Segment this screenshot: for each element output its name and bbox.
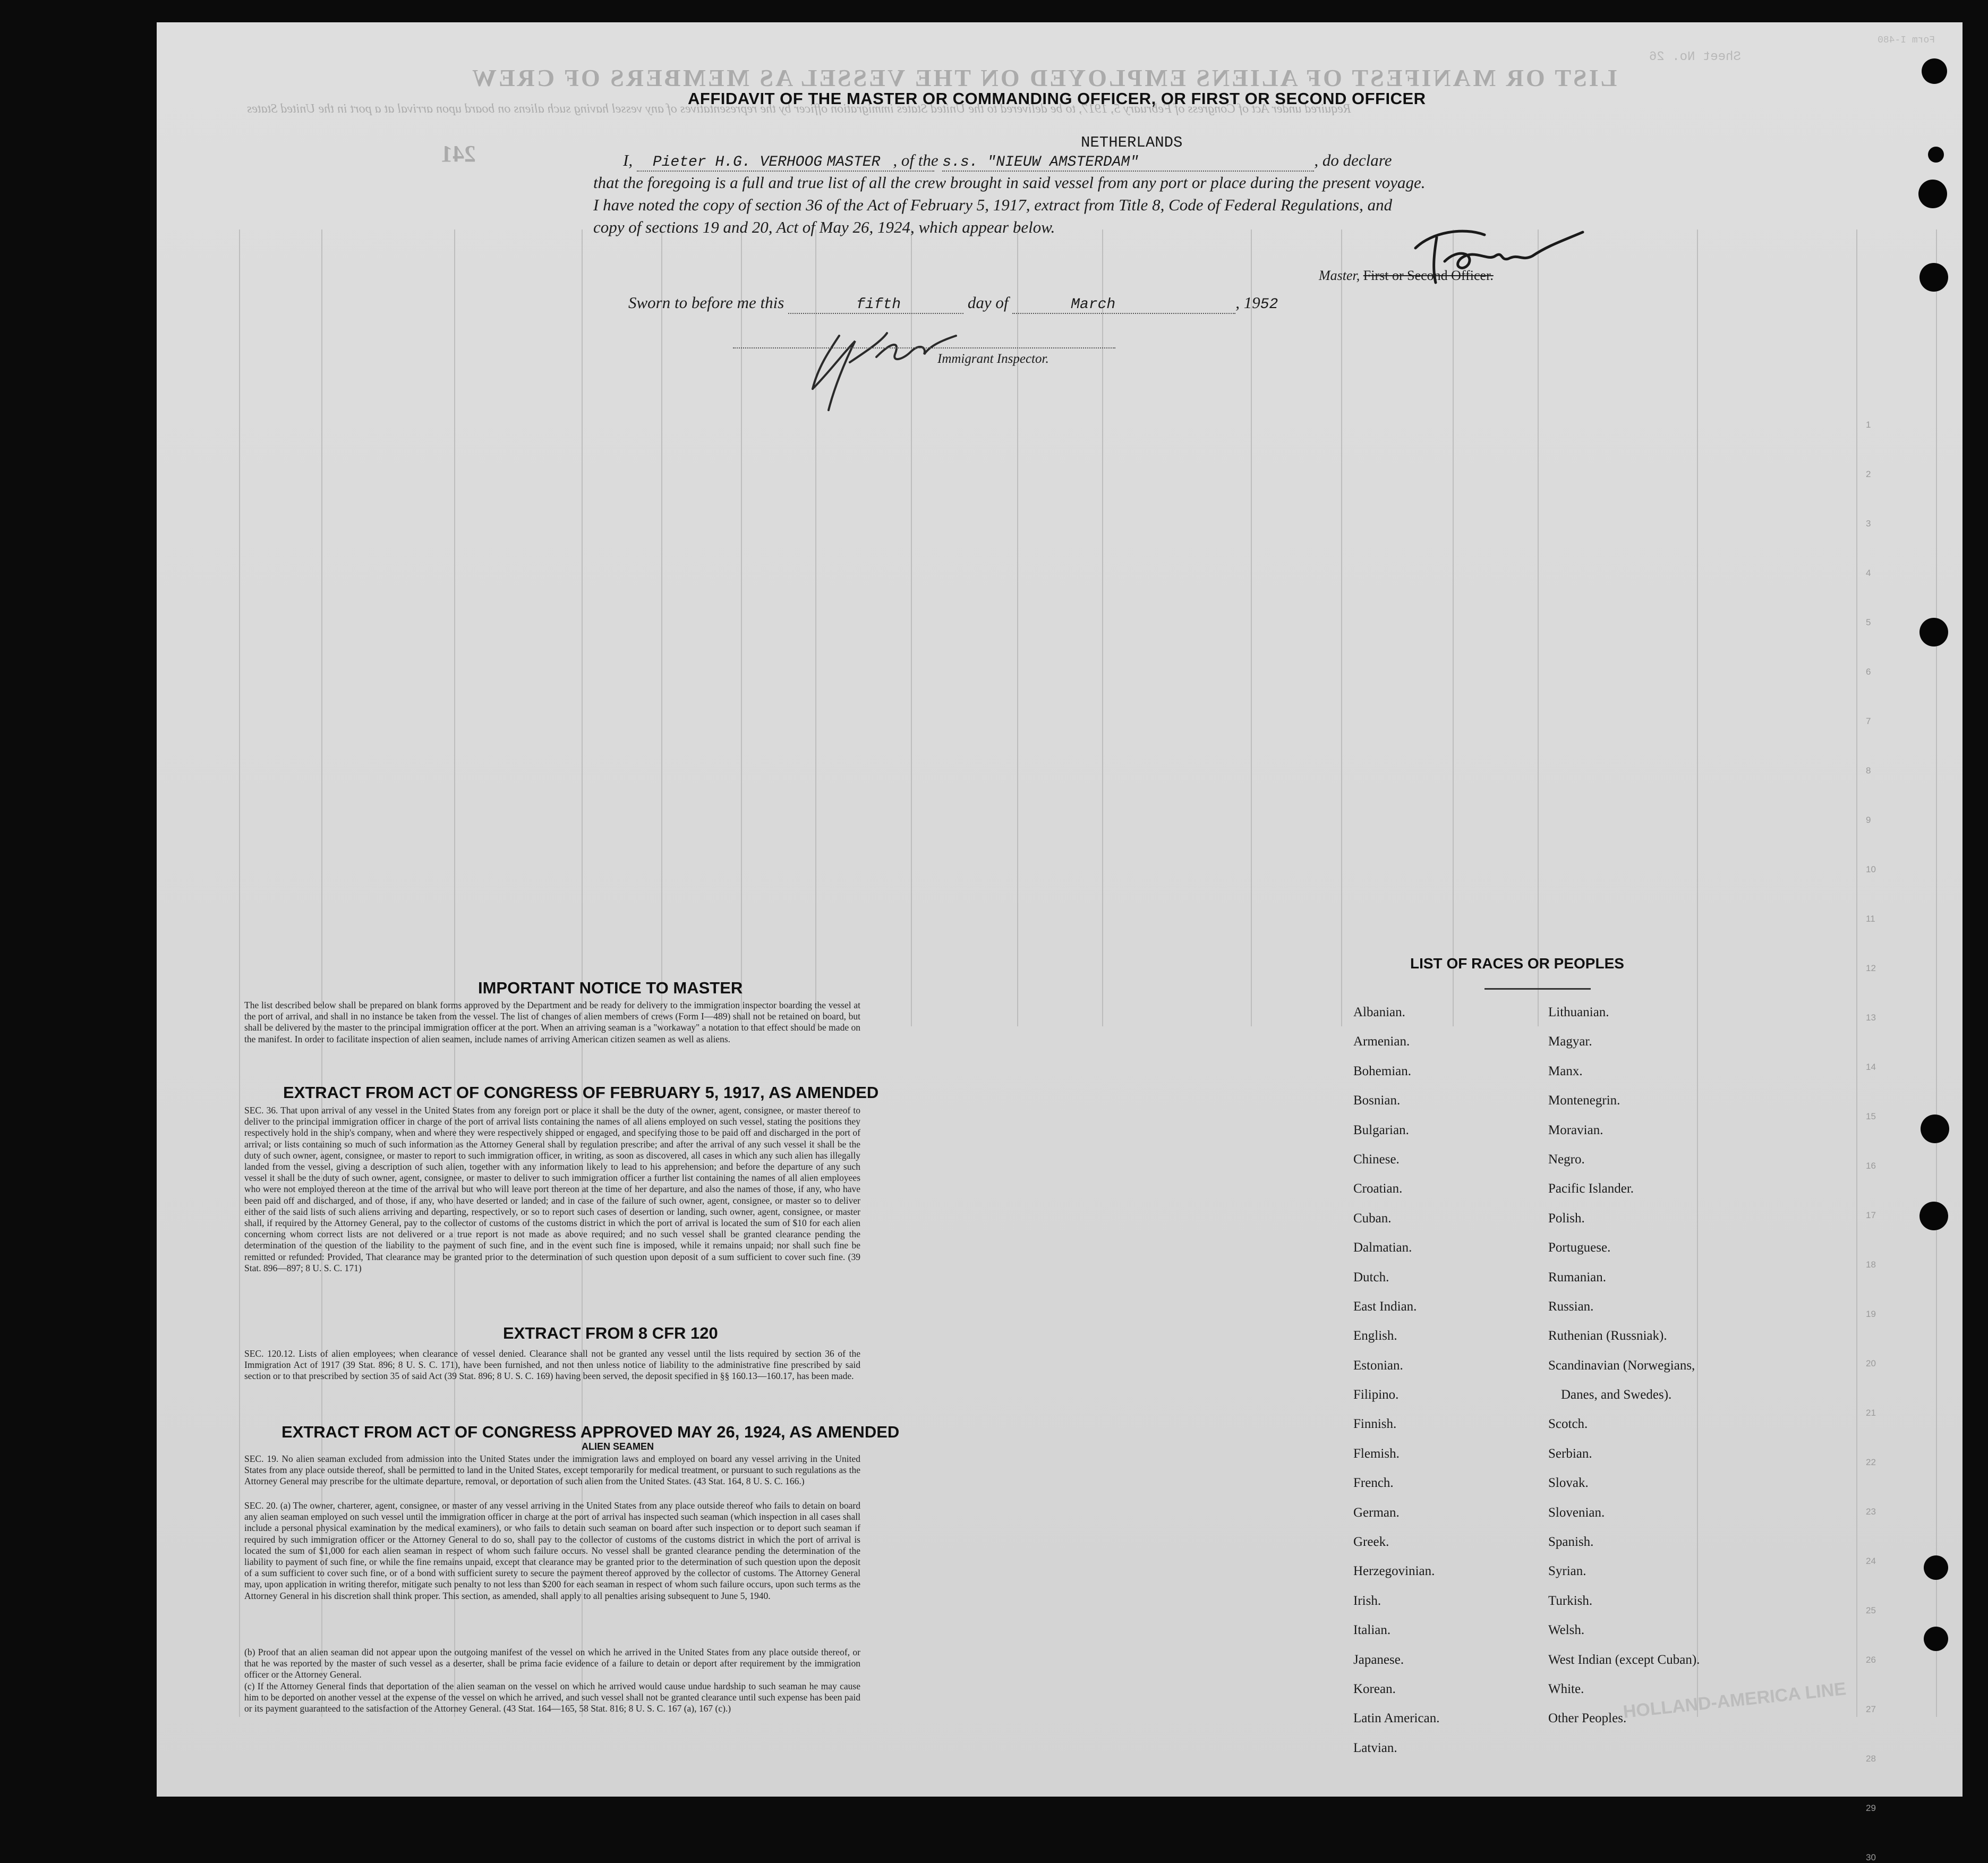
row-number: 30 bbox=[1866, 1852, 1876, 1862]
row-number: 26 bbox=[1866, 1655, 1876, 1665]
sec20c-body: (c) If the Attorney General finds that deportation of the alien seaman on the vessel on which he arrived would cause undue hardship to such seaman he may cause him to be deported on another vessel at the expense of the vessel on which he arrived, and such vessel shall not be granted clearance until such expense has been paid or its payment guaranteed to the satisfaction of the Attorney General. (43 Stat. 164—165, 58 Stat. 816; 8 U. S. C. 167 (a), 167 (c).) bbox=[244, 1681, 860, 1714]
race-item: Rumanian. bbox=[1548, 1270, 1607, 1284]
row-number: 5 bbox=[1866, 617, 1871, 627]
ghost-subtitle: Required under Act of Congress of February 5, 1917, to be delivered to the United States immigration officer by the representatives of any vessel having such aliens on board upon arrival at a port in the United States bbox=[247, 102, 1351, 116]
race-item: Montenegrin. bbox=[1548, 1093, 1620, 1108]
race-item: Portuguese. bbox=[1548, 1240, 1611, 1255]
race-item: Scotch. bbox=[1548, 1417, 1588, 1432]
punch-hole bbox=[1924, 1555, 1948, 1580]
row-number: 17 bbox=[1866, 1210, 1876, 1220]
races-title: LIST OF RACES OR PEOPLES bbox=[1410, 955, 1624, 972]
row-number: 14 bbox=[1866, 1062, 1876, 1072]
sworn-day: fifth bbox=[788, 296, 963, 314]
race-item: Negro. bbox=[1548, 1152, 1585, 1167]
race-item: Moravian. bbox=[1548, 1122, 1603, 1137]
of-the-label: , of the bbox=[893, 151, 938, 169]
row-number: 13 bbox=[1866, 1013, 1876, 1023]
race-item: Pacific Islander. bbox=[1548, 1181, 1634, 1196]
row-number: 27 bbox=[1866, 1704, 1876, 1714]
race-item: Russian. bbox=[1548, 1299, 1594, 1314]
race-item: Syrian. bbox=[1548, 1564, 1586, 1579]
row-number: 15 bbox=[1866, 1111, 1876, 1121]
row-number: 12 bbox=[1866, 963, 1876, 973]
punch-hole bbox=[1928, 147, 1944, 163]
extract-1917-title: EXTRACT FROM ACT OF CONGRESS OF FEBRUARY 5, 1917, AS AMENDED bbox=[283, 1083, 879, 1102]
punch-hole bbox=[1922, 58, 1947, 84]
sworn-month: March bbox=[1012, 296, 1235, 314]
race-item: Bosnian. bbox=[1353, 1093, 1401, 1108]
race-item: Cuban. bbox=[1353, 1211, 1392, 1226]
race-item: Slovenian. bbox=[1548, 1505, 1605, 1520]
ghost-number: 241 bbox=[441, 141, 476, 167]
day-of-label: day of bbox=[967, 293, 1009, 312]
sec20b-body: (b) Proof that an alien seaman did not appear upon the outgoing manifest of the vessel on which he arrived in the United States from any place outside thereof, or that he was reported by the master of such vessel as a deserter, shall be prima facie evidence of a failure to detain or deport after requirement by the immigration officer or the Attorney General. bbox=[244, 1647, 860, 1680]
sec19-body: SEC. 19. No alien seaman excluded from admission into the United States under the immigration laws and employed on board any vessel arriving in the United States from any place outside thereof, shall be permitted to land in the United States, except temporarily for medical treatment, or pursuant to such regulations as the Attorney General may prescribe for the ultimate departure, removal, or deportation of such alien from the United States. (43 Stat. 164, 8 U. S. C. 166.) bbox=[244, 1453, 860, 1487]
sec20a-body: SEC. 20. (a) The owner, charterer, agent, consignee, or master of any vessel arriving in the United States from any place outside thereof who fails to detain on board any alien seaman employed on such vessel until the immigration officer in charge at the port of arrival has inspected such seaman (which inspection in all cases shall include a personal physical examination by the medical examiners), or who fails to detain such seaman on board after such inspection or to deport such seaman if required by such immigration officer or the Attorney General to do so, shall pay to the collector of customs of the customs district in which the port of arrival is located the sum of $1,000 for each alien seaman in respect of whom such failure occurs. No vessel shall be granted clearance pending the determination of the liability to payment of such fine, or while the fine remains unpaid, except that clearance may be granted prior to the determination of such question upon the deposit of a sum sufficient to cover such fine, or of a bond with sufficient surety to secure the payment thereof approved by the collector of customs. The Attorney General may, upon application in writing therefor, mitigate such penalty to not less than $200 for each seaman in respect of whom such failure occurs, upon such terms as the Attorney General in his discretion shall think proper. This section, as amended, shall apply to all penalties arising subsequent to June 5, 1940. bbox=[244, 1500, 860, 1601]
race-item: White. bbox=[1548, 1681, 1584, 1696]
notice-body: The list described below shall be prepared on blank forms approved by the Department and be ready for delivery to the immigration inspector boarding the vessel at the port of arrival, and shall in no instance be taken from the vessel. The list of changes of alien members of crews (Form I—489) shall not be retained on board, but shall be delivered by the master to the principal immigration officer at the port. When an arriving seaman is a "workaway" a notation to that effect should be made on the manifest. In order to facilitate inspection of alien seamen, include names of arriving American citizen seamen as well as aliens. bbox=[244, 1000, 860, 1044]
punch-hole bbox=[1919, 618, 1948, 646]
row-number: 29 bbox=[1866, 1803, 1876, 1813]
race-item: Croatian. bbox=[1353, 1181, 1403, 1196]
declaration-line-4: copy of sections 19 and 20, Act of May 26, 1924, which appear below. bbox=[593, 218, 1055, 236]
race-item: French. bbox=[1353, 1476, 1394, 1491]
race-item: Slovak. bbox=[1548, 1476, 1589, 1491]
row-number: 18 bbox=[1866, 1260, 1876, 1270]
race-item: Danes, and Swedes). bbox=[1561, 1388, 1672, 1402]
race-item: Greek. bbox=[1353, 1535, 1389, 1550]
row-number: 21 bbox=[1866, 1408, 1876, 1418]
row-number: 16 bbox=[1866, 1161, 1876, 1171]
race-item: East Indian. bbox=[1353, 1299, 1417, 1314]
race-item: Herzegovinian. bbox=[1353, 1564, 1435, 1579]
inspector-label: Immigrant Inspector. bbox=[937, 352, 1049, 366]
race-item: Irish. bbox=[1353, 1593, 1381, 1608]
race-item: Latvian. bbox=[1353, 1740, 1397, 1755]
affidavit-title: AFFIDAVIT OF THE MASTER OR COMMANDING OFFICER, OR FIRST OR SECOND OFFICER bbox=[688, 89, 1426, 108]
row-number: 11 bbox=[1866, 914, 1875, 924]
race-item: Manx. bbox=[1548, 1064, 1583, 1078]
master-line bbox=[1319, 268, 1494, 284]
race-item: Spanish. bbox=[1548, 1535, 1594, 1550]
officer-name: Pieter H.G. VERHOOG bbox=[637, 154, 934, 172]
punch-hole bbox=[1924, 1627, 1948, 1651]
race-item: Ruthenian (Russniak). bbox=[1548, 1329, 1667, 1343]
race-item: West Indian (except Cuban). bbox=[1548, 1652, 1700, 1667]
row-number: 2 bbox=[1866, 469, 1871, 479]
race-item: Korean. bbox=[1353, 1681, 1396, 1696]
race-item: Bulgarian. bbox=[1353, 1122, 1409, 1137]
race-item: German. bbox=[1353, 1505, 1400, 1520]
race-item: Dutch. bbox=[1353, 1270, 1389, 1284]
ghost-form-number: Form I-480 bbox=[1878, 35, 1935, 46]
punch-hole bbox=[1919, 1202, 1948, 1230]
rank: MASTER bbox=[826, 154, 881, 171]
company-stamp: HOLLAND-AMERICA LINE bbox=[1622, 1679, 1847, 1722]
punch-hole bbox=[1921, 1115, 1949, 1143]
vessel-name: s.s. "NIEUW AMSTERDAM" bbox=[942, 154, 1314, 172]
races-column-1 bbox=[1353, 1005, 1439, 1770]
race-item: Scandinavian (Norwegians, bbox=[1548, 1358, 1695, 1373]
sworn-label: Sworn to before me this bbox=[628, 293, 784, 312]
row-number: 10 bbox=[1866, 864, 1876, 874]
race-item: Albanian. bbox=[1353, 1005, 1405, 1019]
race-item: Italian. bbox=[1353, 1623, 1391, 1638]
row-number: 8 bbox=[1866, 765, 1871, 776]
row-number: 20 bbox=[1866, 1358, 1876, 1368]
race-item: Finnish. bbox=[1353, 1417, 1397, 1432]
row-number: 22 bbox=[1866, 1457, 1876, 1467]
row-number: 19 bbox=[1866, 1309, 1876, 1319]
master-label: Master, bbox=[1319, 268, 1360, 283]
row-number: 23 bbox=[1866, 1507, 1876, 1517]
race-item: Chinese. bbox=[1353, 1152, 1400, 1167]
row-number: 28 bbox=[1866, 1754, 1876, 1764]
race-item: Welsh. bbox=[1548, 1623, 1585, 1638]
punch-hole bbox=[1919, 263, 1948, 292]
race-item: Estonian. bbox=[1353, 1358, 1403, 1373]
race-item: Armenian. bbox=[1353, 1034, 1410, 1049]
extract-1917-body: SEC. 36. That upon arrival of any vessel in the United States from any foreign port or place it shall be the duty of the owner, agent, consignee, or master thereof to deliver to the principal immigration officer in charge of the port of arrival lists containing the names of all aliens employed on such vessel, stating the positions they respectively hold in the ship's company, when and where they were respectively shipped or engaged, and specifying those to be paid off and discharged in the port of arrival; or lists containing so much of such information as the Attorney General shall by regulation prescribe; and after the arrival of any such vessel it shall be the duty of such owner, agent, consignee, or master to report to such immigration officer, in writing, as soon as discovered, all cases in which any such alien has illegally landed from the vessel, giving a description of such alien, together with any information likely to lead to his apprehension; and before the departure of any such vessel it shall be the duty of such owner, agent, consignee, or master to deliver to such immigration officer a further list containing the names of all alien employees who were not employed thereon at the time of the arrival but who will leave port thereon at the time of her departure, and also the names of those, if any, who have been paid off and discharged, and of those, if any, who have deserted or landed; and in case of the failure of such owner, agent, consignee, or master so to deliver either of the said lists of such aliens arriving and departing, respectively, or so to report such cases of desertion or landing, such owner, agent, consignee, or master shall, if required by the Attorney General, pay to the collector of customs of the customs district in which the port of arrival is located the sum of $10 for each alien concerning whom correct lists are not delivered or a true report is not made as above required; and no such vessel shall be granted clearance pending the determination of the question of the liability to the payment of such fine, and in the event such fine is imposed, while it remains unpaid; nor shall such fine be remitted or refunded: Provided, That clearance may be granted prior to the determination of such question upon deposit of a sum sufficient to cover such fine. (39 Stat. 896—897; 8 U. S. C. 171) bbox=[244, 1105, 860, 1273]
race-item: Lithuanian. bbox=[1548, 1005, 1609, 1019]
race-item: English. bbox=[1353, 1329, 1397, 1343]
row-number: 6 bbox=[1866, 667, 1871, 677]
row-number: 4 bbox=[1866, 568, 1871, 578]
race-item: Bohemian. bbox=[1353, 1064, 1412, 1078]
row-number: 24 bbox=[1866, 1556, 1876, 1566]
ghost-title: LIST OR MANIFEST OF ALIENS EMPLOYED ON THE VESSEL AS MEMBERS OF CREW bbox=[470, 64, 1617, 91]
ghost-sheet-number: Sheet No. 26 bbox=[1649, 50, 1741, 64]
manifest-sheet bbox=[157, 22, 1963, 1862]
extract-cfr-body: SEC. 120.12. Lists of alien employees; when clearance of vessel denied. Clearance shall not be granted any vessel until the lists required by section 36 of the Immigration Act of 1917 (39 Stat. 896; 8 U. S. C. 171), have been furnished, and not then unless notice of liability to the administrative fine prescribed by said section or to that prescribed by section 35 of said Act (39 Stat. 896; 8 U. S. C. 169) having been served, the deposit specified in §§ 160.13—160.17, has been made. bbox=[244, 1348, 860, 1382]
race-item: Serbian. bbox=[1548, 1446, 1592, 1461]
declaration-line-3: I have noted the copy of section 36 of the Act of February 5, 1917, extract from Title 8, Code of Federal Regulations, and bbox=[593, 195, 1393, 214]
i-label: I, bbox=[623, 151, 633, 169]
row-number: 9 bbox=[1866, 815, 1871, 825]
race-item: Flemish. bbox=[1353, 1446, 1400, 1461]
country: NETHERLANDS bbox=[1081, 134, 1183, 151]
race-item: Japanese. bbox=[1353, 1652, 1404, 1667]
extract-cfr-title: EXTRACT FROM 8 CFR 120 bbox=[503, 1324, 718, 1342]
declaration-line-1 bbox=[623, 151, 1392, 172]
race-item: Filipino. bbox=[1353, 1388, 1399, 1402]
row-number: 25 bbox=[1866, 1605, 1876, 1615]
punch-hole bbox=[1918, 180, 1947, 208]
sworn-year: 52 bbox=[1260, 296, 1278, 313]
notice-title: IMPORTANT NOTICE TO MASTER bbox=[478, 979, 743, 997]
extract-1924-title: EXTRACT FROM ACT OF CONGRESS APPROVED MAY 26, 1924, AS AMENDED bbox=[281, 1423, 900, 1441]
race-item: Turkish. bbox=[1548, 1593, 1593, 1608]
row-number: 7 bbox=[1866, 716, 1871, 726]
declaration-line-2: that the foregoing is a full and true list of all the crew brought in said vessel from any port or place during the present voyage. bbox=[593, 173, 1426, 192]
race-item: Magyar. bbox=[1548, 1034, 1592, 1049]
race-item: Latin American. bbox=[1353, 1711, 1440, 1726]
race-item: Other Peoples. bbox=[1548, 1711, 1627, 1726]
year-prefix: , 19 bbox=[1235, 293, 1260, 312]
row-number: 1 bbox=[1866, 420, 1871, 430]
officer-struck: First or Second Officer. bbox=[1363, 268, 1494, 283]
race-item: Polish. bbox=[1548, 1211, 1585, 1226]
races-column-2 bbox=[1548, 1005, 1700, 1741]
row-number: 3 bbox=[1866, 518, 1871, 529]
race-item: Dalmatian. bbox=[1353, 1240, 1412, 1255]
alien-seamen-subtitle: ALIEN SEAMEN bbox=[582, 1441, 654, 1452]
do-declare: , do declare bbox=[1314, 151, 1392, 169]
